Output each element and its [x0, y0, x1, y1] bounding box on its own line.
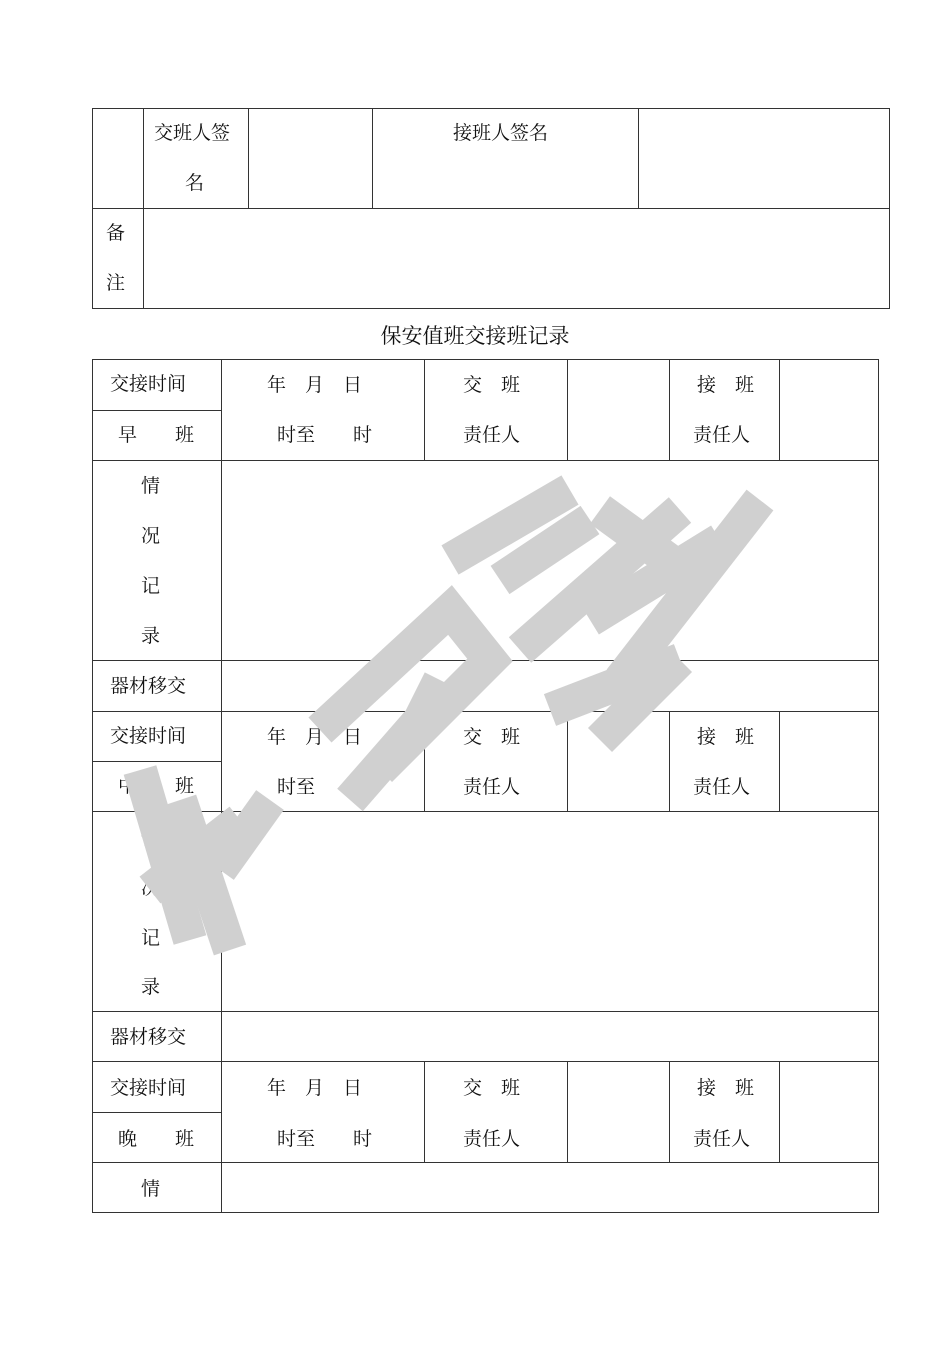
equipment-label-cell	[92, 1011, 222, 1062]
receiver-person-label-1: 接 班	[697, 374, 755, 396]
record-char: 情	[141, 827, 161, 849]
handover-person-label-cell	[424, 359, 568, 461]
date-time-cell[interactable]	[221, 359, 425, 461]
shift-name-cell	[92, 1112, 222, 1163]
handover-sign-label-line1: 交班人签	[154, 122, 231, 144]
time-range-text: 时至 时	[277, 776, 373, 798]
equipment-field[interactable]	[221, 660, 879, 712]
date-text: 年 月 日	[267, 374, 363, 396]
handover-sign-field[interactable]	[248, 108, 373, 209]
date-text: 年 月 日	[267, 726, 363, 748]
record-char: 记	[141, 927, 161, 949]
handover-person-label-1: 交 班	[463, 374, 521, 396]
equipment-label-cell	[92, 660, 222, 712]
handover-person-label-1: 交 班	[463, 1077, 521, 1099]
shift-name-cell	[92, 410, 222, 461]
equipment-field[interactable]	[221, 1011, 879, 1062]
handover-time-label: 交接时间	[110, 1077, 187, 1099]
shift-name: 早 班	[118, 424, 195, 446]
record-char: 况	[141, 525, 161, 547]
record-char: 况	[141, 877, 161, 899]
receiver-sign-label: 接班人签名	[453, 122, 549, 144]
situation-record-label-cell	[92, 1162, 222, 1213]
situation-record-field[interactable]	[221, 460, 879, 661]
page-title: 保安值班交接班记录	[380, 324, 570, 348]
situation-record-label-cell	[92, 811, 222, 1012]
equipment-label: 器材移交	[110, 675, 187, 697]
situation-record-label-cell	[92, 460, 222, 661]
remarks-label-line2: 注	[106, 272, 126, 294]
record-char: 录	[141, 976, 161, 998]
receiver-person-field[interactable]	[779, 359, 879, 461]
receiver-person-label-cell	[669, 359, 780, 461]
shift-name: 中 班	[118, 775, 195, 797]
situation-record-field[interactable]	[221, 811, 879, 1012]
time-range-text: 时至 时	[277, 1128, 373, 1150]
receiver-person-label-cell	[669, 711, 780, 812]
handover-person-label-cell	[424, 1061, 568, 1163]
handover-time-label: 交接时间	[110, 725, 187, 747]
record-char: 情	[141, 475, 161, 497]
shift-name: 晚 班	[118, 1128, 195, 1150]
handover-person-label-cell	[424, 711, 568, 812]
remarks-label-line1: 备	[106, 222, 126, 244]
remarks-label-cell	[92, 208, 144, 309]
handover-person-field[interactable]	[567, 1061, 670, 1163]
handover-time-label: 交接时间	[110, 373, 187, 395]
record-char: 记	[141, 575, 161, 597]
time-label-cell	[92, 1061, 222, 1113]
receiver-person-field[interactable]	[779, 1061, 879, 1163]
receiver-person-label-2: 责任人	[693, 1128, 751, 1150]
receiver-sign-label-cell	[372, 108, 639, 209]
handover-person-label-1: 交 班	[463, 726, 521, 748]
receiver-person-label-2: 责任人	[693, 424, 751, 446]
receiver-person-label-2: 责任人	[693, 776, 751, 798]
receiver-sign-field[interactable]	[638, 108, 890, 209]
handover-person-label-2: 责任人	[463, 776, 521, 798]
remarks-field[interactable]	[143, 208, 890, 309]
handover-person-field[interactable]	[567, 711, 670, 812]
sig-blank-cell	[92, 108, 144, 209]
handover-person-label-2: 责任人	[463, 424, 521, 446]
record-char: 录	[141, 625, 161, 647]
time-range-text: 时至 时	[277, 424, 373, 446]
date-text: 年 月 日	[267, 1077, 363, 1099]
handover-person-label-2: 责任人	[463, 1128, 521, 1150]
receiver-person-field[interactable]	[779, 711, 879, 812]
receiver-person-label-cell	[669, 1061, 780, 1163]
equipment-label: 器材移交	[110, 1026, 187, 1048]
receiver-person-label-1: 接 班	[697, 726, 755, 748]
handover-person-field[interactable]	[567, 359, 670, 461]
receiver-person-label-1: 接 班	[697, 1077, 755, 1099]
time-label-cell	[92, 359, 222, 411]
date-time-cell[interactable]	[221, 711, 425, 812]
handover-sign-label-cell	[143, 108, 249, 209]
record-char: 情	[141, 1178, 161, 1200]
situation-record-field[interactable]	[221, 1162, 879, 1213]
date-time-cell[interactable]	[221, 1061, 425, 1163]
handover-sign-label-line2: 名	[185, 172, 205, 194]
shift-name-cell	[92, 761, 222, 812]
time-label-cell	[92, 711, 222, 762]
